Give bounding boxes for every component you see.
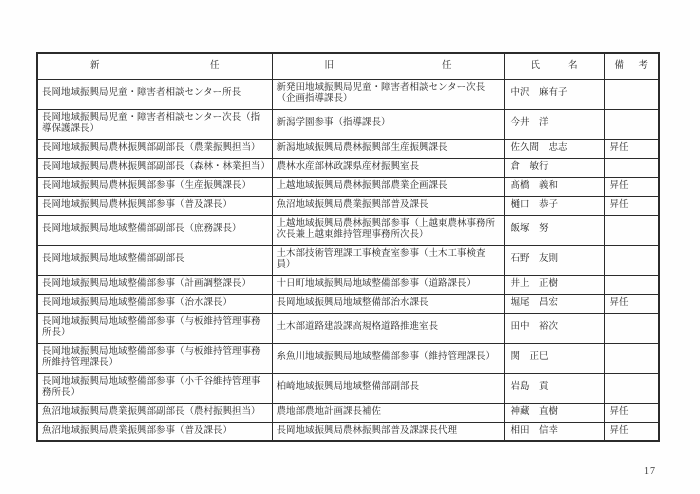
cell-remarks [604, 158, 659, 177]
cell-old-post: 長岡地域振興局地域整備部治水課長 [272, 294, 504, 313]
cell-remarks [604, 373, 659, 403]
cell-old-post: 十日町地域振興局地域整備部参事（道路課長） [272, 275, 504, 294]
table-row [37, 403, 659, 422]
cell-remarks [604, 215, 659, 245]
cell-old-post: 長岡地域振興局農林振興部普及課課長代理 [272, 422, 504, 441]
cell-old-post: 土木部技術管理課工事検査室参事（土木工事検査員） [272, 245, 504, 275]
cell-new-post: 長岡地域振興局地域整備部参事（与板維持管理事務所長） [37, 313, 272, 343]
cell-new-post: 長岡地域振興局地域整備部副部長 [37, 245, 272, 275]
cell-name: 石野 友則 [504, 245, 604, 275]
cell-remarks: 昇任 [604, 294, 659, 313]
cell-new-post: 長岡地域振興局地域整備部参事（治水課長） [37, 294, 272, 313]
cell-remarks [604, 343, 659, 373]
cell-remarks: 昇任 [604, 139, 659, 158]
cell-new-post: 長岡地域振興局児童・障害者相談センター所長 [37, 79, 272, 109]
cell-remarks [604, 79, 659, 109]
cell-new-post: 長岡地域振興局農林振興部参事（生産振興課長） [37, 177, 272, 196]
table-row [37, 275, 659, 294]
cell-name: 中沢 麻有子 [504, 79, 604, 109]
cell-old-post: 上越地域振興局農林振興部参事（上越東農林事務所次長兼上越東維持管理事務所次長） [272, 215, 504, 245]
cell-old-post: 魚沼地域振興局農業振興部普及課長 [272, 196, 504, 215]
table-row [37, 109, 659, 139]
cell-old-post: 新潟地域振興局農林振興部生産振興課長 [272, 139, 504, 158]
cell-old-post: 糸魚川地域振興局地域整備部参事（維持管理課長） [272, 343, 504, 373]
page-number: 17 [644, 466, 656, 477]
cell-new-post: 長岡地域振興局農林振興部参事（普及課長） [37, 196, 272, 215]
cell-remarks: 昇任 [604, 403, 659, 422]
cell-name: 佐久間 忠志 [504, 139, 604, 158]
cell-remarks [604, 275, 659, 294]
column-header-name: 氏名 [504, 53, 604, 79]
cell-old-post: 農地部農地計画課長補佐 [272, 403, 504, 422]
column-header-remarks: 備考 [604, 53, 659, 79]
table-row [37, 79, 659, 109]
cell-old-post: 柏崎地域振興局地域整備部副部長 [272, 373, 504, 403]
cell-new-post: 長岡地域振興局地域整備部参事（小千谷維持管理事務所長） [37, 373, 272, 403]
table-row [37, 343, 659, 373]
cell-name: 堀尾 昌宏 [504, 294, 604, 313]
cell-name: 飯塚 努 [504, 215, 604, 245]
cell-new-post: 魚沼地域振興局農業振興部参事（普及課長） [37, 422, 272, 441]
cell-old-post: 土木部道路建設課高規格道路推進室長 [272, 313, 504, 343]
cell-old-post: 上越地域振興局農林振興部農業企画課長 [272, 177, 504, 196]
cell-new-post: 魚沼地域振興局農業振興部副部長（農村振興担当） [37, 403, 272, 422]
table-row [37, 373, 659, 403]
cell-old-post: 新潟学園参事（指導課長） [272, 109, 504, 139]
cell-name: 関 正巳 [504, 343, 604, 373]
table-row [37, 139, 659, 158]
cell-name: 樋口 恭子 [504, 196, 604, 215]
cell-name: 髙橋 義和 [504, 177, 604, 196]
cell-new-post: 長岡地域振興局地域整備部参事（計画調整課長） [37, 275, 272, 294]
table-row [37, 196, 659, 215]
cell-new-post: 長岡地域振興局児童・障害者相談センター次長（指導保護課長） [37, 109, 272, 139]
cell-remarks [604, 109, 659, 139]
table-row [37, 313, 659, 343]
table-row [37, 422, 659, 441]
cell-remarks: 昇任 [604, 196, 659, 215]
cell-name: 倉 敏行 [504, 158, 604, 177]
cell-new-post: 長岡地域振興局地域整備部副部長（庶務課長） [37, 215, 272, 245]
cell-name: 今井 洋 [504, 109, 604, 139]
cell-new-post: 長岡地域振興局地域整備部参事（与板維持管理事務所維持管理課長） [37, 343, 272, 373]
cell-remarks: 昇任 [604, 422, 659, 441]
cell-remarks [604, 313, 659, 343]
cell-old-post: 農林水産部林政課県産材振興室長 [272, 158, 504, 177]
cell-new-post: 長岡地域振興局農林振興部副部長（森林・林業担当） [37, 158, 272, 177]
table-row [37, 215, 659, 245]
column-header-new-post: 新任 [37, 53, 272, 79]
cell-name: 相田 信幸 [504, 422, 604, 441]
cell-remarks: 昇任 [604, 177, 659, 196]
personnel-transfer-table [36, 52, 660, 442]
table-row [37, 294, 659, 313]
cell-name: 神藏 直樹 [504, 403, 604, 422]
cell-old-post: 新発田地域振興局児童・障害者相談センター次長（企画指導課長） [272, 79, 504, 109]
cell-name: 井上 正樹 [504, 275, 604, 294]
cell-new-post: 長岡地域振興局農林振興部副部長（農業振興担当） [37, 139, 272, 158]
header-row [37, 53, 659, 79]
cell-name: 岩島 貢 [504, 373, 604, 403]
table-row [37, 245, 659, 275]
table-row [37, 177, 659, 196]
cell-name: 田中 裕次 [504, 313, 604, 343]
cell-remarks [604, 245, 659, 275]
table-row [37, 158, 659, 177]
column-header-old-post: 旧任 [272, 53, 504, 79]
